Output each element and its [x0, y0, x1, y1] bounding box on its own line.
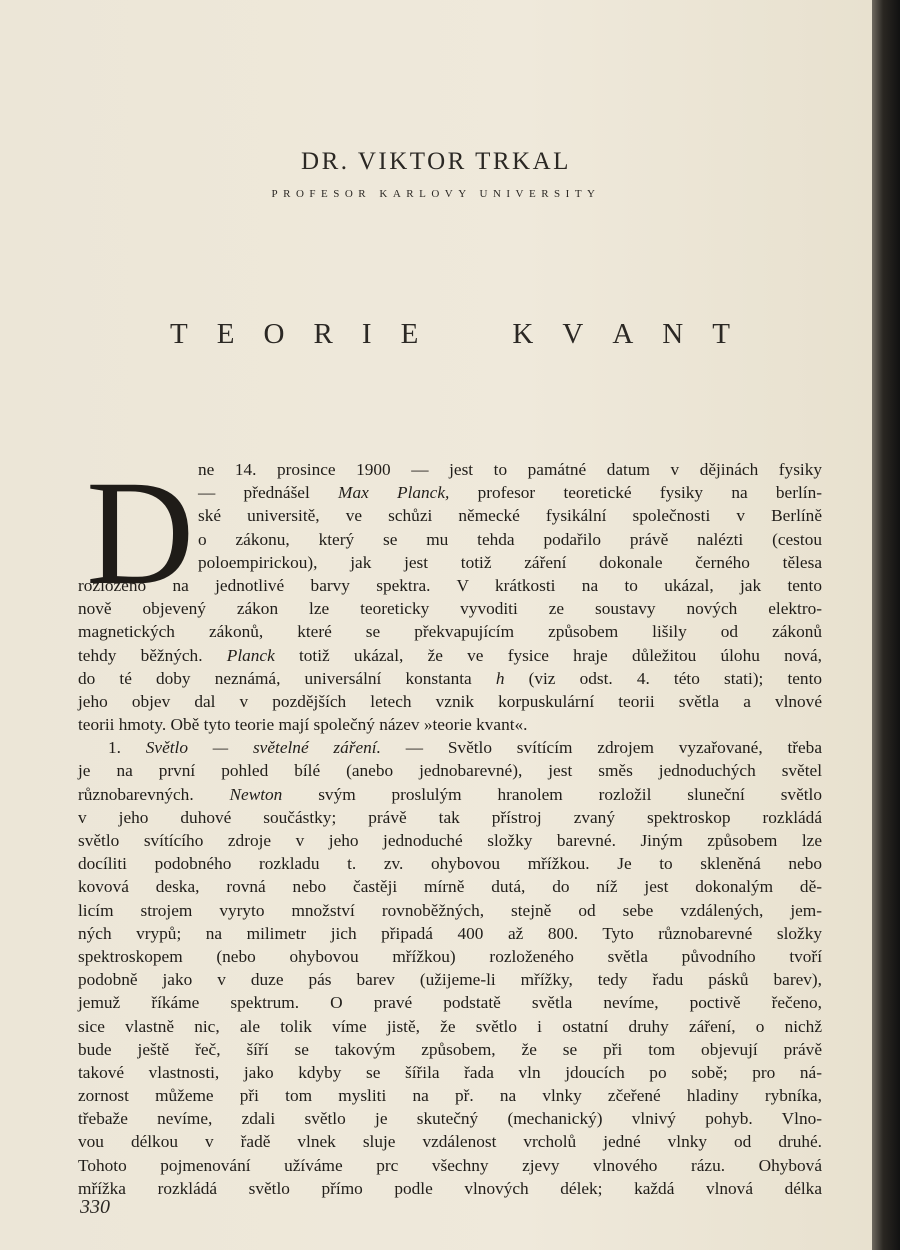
author-name: DR. VIKTOR TRKAL: [301, 148, 571, 175]
text-line: do té doby neznámá, universální konstanta h (viz odst. 4. této stati); tento: [78, 668, 823, 688]
title-letter: E: [216, 318, 235, 350]
text-line: docíliti podobného rozkladu t. zv. ohybovou mřížkou. Je to skleněná nebo: [78, 854, 822, 874]
text-line: o zákonu, který se mu tehda podařilo právě nalézti (cestou: [198, 529, 822, 549]
text-line: takové vlastnosti, jako kdyby se šířila řada vln jdoucích po sobě; pro ná-: [78, 1062, 822, 1082]
article-body: [78, 450, 823, 1200]
text-line: teorii hmoty. Obě tyto teorie mají společný název »teorie kvant«.: [78, 715, 528, 735]
text-line: jemuž říkáme spektrum. O pravé podstatě světla nevíme, poctivě řečeno,: [78, 993, 822, 1013]
title-letter: T: [712, 318, 730, 350]
drop-cap: D: [86, 450, 195, 616]
article-title: [170, 318, 730, 351]
text-line: světlo svítícího zdroje v jeho jednoduché složky barevné. Jiným způsobem lze: [78, 831, 822, 850]
text-line: magnetických zákonů, které se překvapujícím způsobem lišily od zákonů: [78, 622, 822, 642]
text-line: — přednášel Max Planck, profesor teoretické fysiky na berlín-: [198, 483, 822, 503]
title-letter: O: [263, 318, 285, 350]
title-letter: I: [361, 318, 372, 350]
text-line: nově objevený zákon lze teoreticky vyvoditi ze soustavy nových elektro-: [78, 599, 822, 619]
text-line: zornost můžeme při tom mysliti na př. na vlnky zčeřené hladiny rybníka,: [78, 1086, 822, 1106]
text-line: tehdy běžných. Planck totiž ukázal, že ve fysice hraje důležitou úlohu nová,: [78, 645, 823, 665]
text-line: Tohoto pojmenování užíváme prc všechny zjevy vlnového rázu. Ohybová: [78, 1155, 822, 1175]
text-line: ných vrypů; na milimetr jich připadá 400 až 800. Tyto různobarevné složky: [78, 923, 822, 943]
title-letter: T: [170, 318, 188, 350]
title-word-gap: [447, 318, 483, 351]
title-letter: V: [562, 318, 584, 350]
book-gutter-shadow: [872, 0, 900, 1250]
text-line: rozloženo na jednotlivé barvy spektra. V krátkosti na to ukázal, jak tento: [78, 575, 822, 595]
text-line: ne 14. prosince 1900 — jest to památné datum v dějinách fysiky: [198, 460, 822, 479]
title-letter: K: [512, 318, 534, 350]
page-number: 330: [80, 1196, 110, 1218]
text-line: jeho objev dal v pozdějších letech vznik korpuskulární teorii světla a vlnové: [78, 691, 822, 711]
author-affiliation: PROFESOR KARLOVY UNIVERSITY: [271, 188, 601, 200]
text-line: mřížka rozkládá světlo přímo podle vlnových délek; každá vlnová délka: [78, 1178, 822, 1198]
text-line: ské universitě, ve schůzi německé fysikální společnosti v Berlíně: [198, 506, 822, 526]
title-letter: A: [612, 318, 634, 350]
text-line: kovová deska, rovná nebo častěji mírně dutá, do níž jest dokonalým dě-: [78, 877, 822, 897]
title-letter: R: [313, 318, 333, 350]
text-line: vou délkou v řadě vlnek sluje vzdálenost vrcholů jedné vlnky od druhé.: [78, 1132, 822, 1152]
text-line: podobně jako v duze pás barev (užijeme-li mřížky, tedy řadu pásků barev),: [78, 970, 822, 990]
text-line: spektroskopem (nebo ohybovou mřížkou) rozloženého světla původního tvoří: [78, 946, 822, 966]
text-line: sice vlastně nic, ale tolik víme jistě, že světlo i ostatní druhy záření, o nichž: [78, 1016, 822, 1036]
text-line: 1. Světlo — světelné záření. — Světlo svítícím zdrojem vyzařované, třeba: [108, 738, 822, 758]
title-letter: N: [662, 318, 684, 350]
text-line: licím strojem vyryto množství rovnoběžných, stejně od sebe vzdálených, jem-: [78, 900, 822, 920]
text-line: v jeho duhové součástky; právě tak přístroj zvaný spektroskop rozkládá: [78, 807, 822, 827]
text-line: různobarevných. Newton svým proslulým hranolem rozložil sluneční světlo: [78, 784, 822, 804]
text-line: bude ještě řeč, šíří se takovým způsobem, že se při tom objevují právě: [78, 1039, 822, 1059]
text-line: třebaže nevíme, zdali světlo je skutečný (mechanický) vlnivý pohyb. Vlno-: [78, 1109, 822, 1129]
text-line: poloempirickou), jak jest totiž záření dokonale černého tělesa: [198, 552, 822, 572]
text-line: je na první pohled bílé (anebo jednobarevné), jest směs jednoduchých světel: [78, 761, 822, 781]
title-letter: E: [400, 318, 419, 350]
